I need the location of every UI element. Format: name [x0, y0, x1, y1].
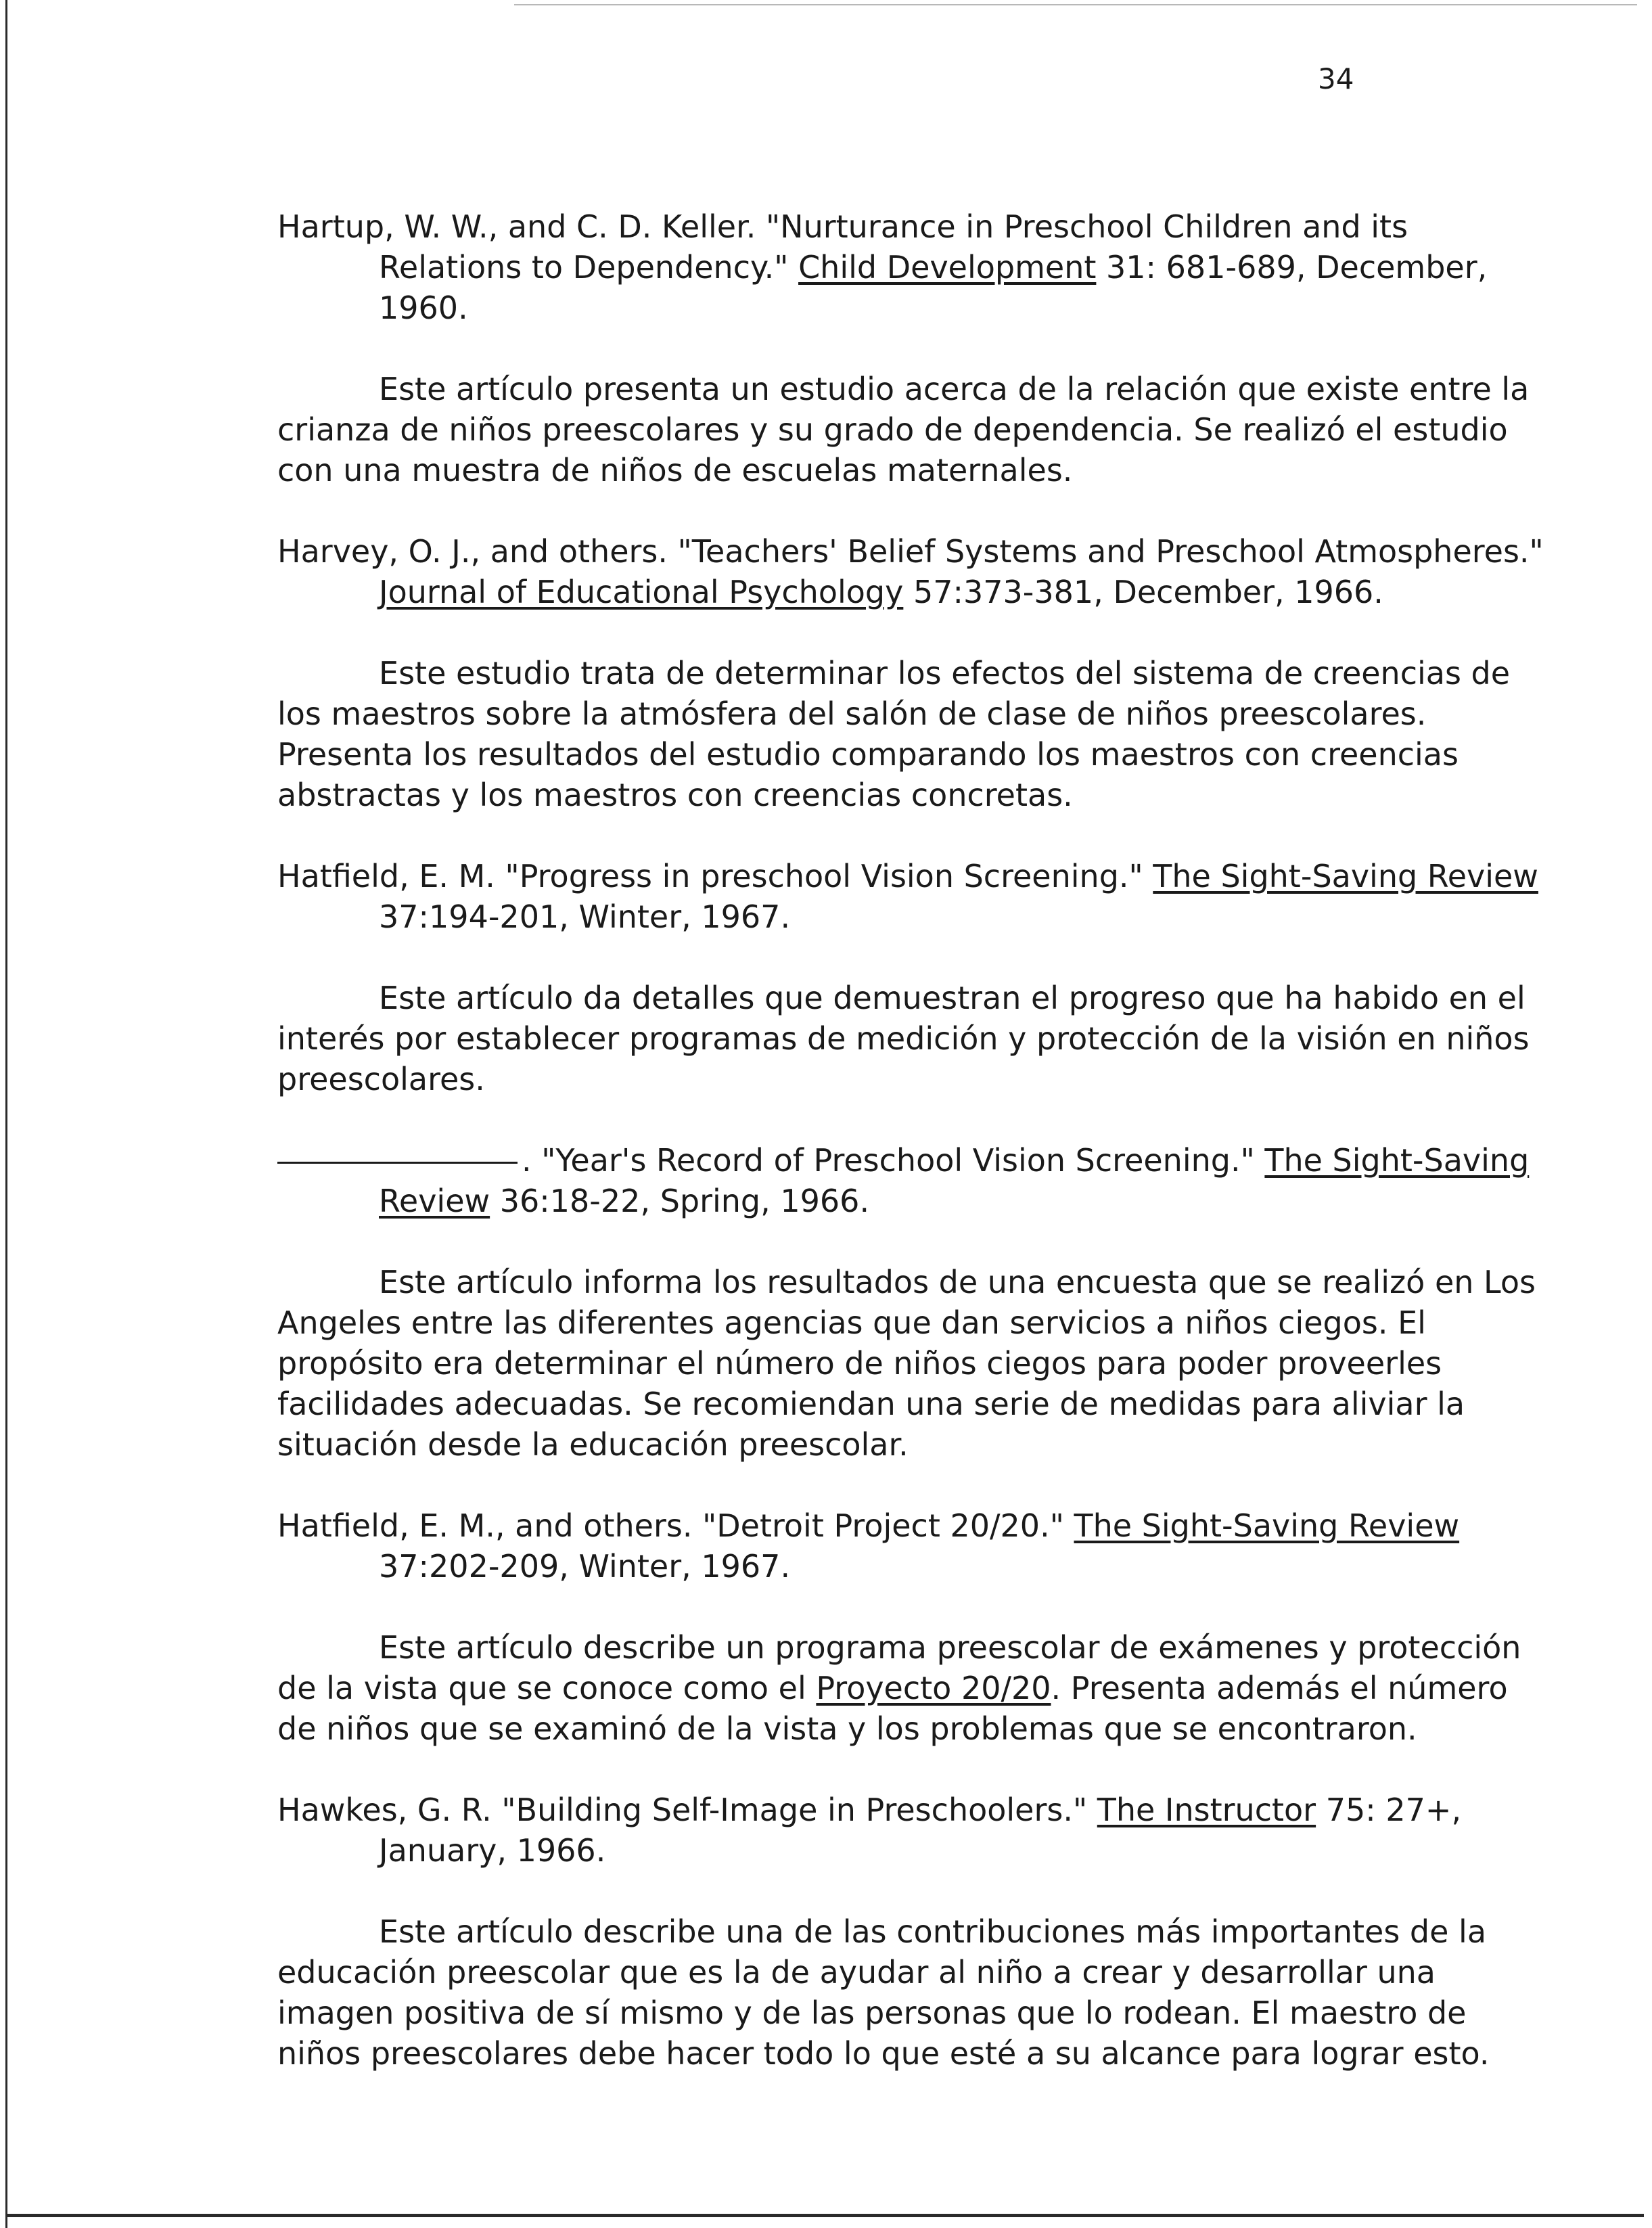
bibliography	[277, 206, 1556, 2114]
citation-hatfield-record: . "Year's Record of Preschool Vision Screening." The Sight-Saving Review 36:18-22, Spring, 1966.	[277, 1140, 1556, 1221]
journal-title: Journal of Educational Psychology	[379, 574, 904, 610]
bottom-edge-rule	[7, 2214, 1644, 2217]
annotation-hawkes: Este artículo describe una de las contribuciones más importantes de la educación preescolar que es la de ayudar al niño a crear y desarrollar una imagen positiva de sí mismo y de las personas que lo rodean. El maestro de niños preescolares debe hacer todo lo que esté a su alcance para lograr esto.	[277, 1913, 1490, 2072]
citation-hatfield-progress: Hatfield, E. M. "Progress in preschool Vision Screening." The Sight-Saving Review 37:194-201, Winter, 1967.	[277, 858, 1538, 935]
top-edge-rule	[514, 4, 1637, 5]
journal-title: The Sight-Saving Review	[379, 1142, 1530, 1219]
journal-title: The Sight-Saving Review	[1153, 858, 1538, 894]
page-number: 34	[1318, 62, 1354, 95]
journal-title: Child Development	[798, 249, 1097, 286]
left-edge-rule	[5, 0, 7, 2228]
citation-hatfield-detroit: Hatfield, E. M., and others. "Detroit Project 20/20." The Sight-Saving Review 37:202-209, Winter, 1967.	[277, 1507, 1460, 1585]
annotation-hatfield-record: Este artículo informa los resultados de una encuesta que se realizó en Los Angeles entre las diferentes agencias que dan servicios a niños ciegos. El propósito era determinar el número de niños ciegos para poder proveerles facilidades adecuadas. Se recomiendan una serie de medidas para aliviar la situación desde la educación preescolar.	[277, 1264, 1536, 1463]
journal-title: The Instructor	[1097, 1792, 1316, 1828]
annotation-hatfield-progress: Este artículo da detalles que demuestran el progreso que ha habido en el interés por establecer programas de medición y protección de la visión en niños preescolares.	[277, 980, 1530, 1097]
annotation-hatfield-detroit: Este artículo describe un programa preescolar de exámenes y protección de la vista que se conoce como el Proyecto 20/20. Presenta además el número de niños que se examinó de la vista y los problemas que se encontraron.	[277, 1629, 1521, 1747]
citation-harvey: Harvey, O. J., and others. "Teachers' Belief Systems and Preschool Atmospheres." Journal of Educational Psychology 57:373-381, December, 1966.	[277, 533, 1544, 610]
journal-title: The Sight-Saving Review	[1074, 1507, 1460, 1544]
annotation-harvey: Este estudio trata de determinar los efectos del sistema de creencias de los maestros sobre la atmósfera del salón de clase de niños preescolares. Presenta los resultados del estudio comparando los maestros con creencias abstractas y los maestros con creencias concretas.	[277, 655, 1511, 813]
annotation-hartup: Este artículo presenta un estudio acerca de la relación que existe entre la crianza de niños preescolares y su grado de dependencia. Se realizó el estudio con una muestra de niños de escuelas maternales.	[277, 371, 1530, 488]
citation-hawkes: Hawkes, G. R. "Building Self-Image in Preschoolers." The Instructor 75: 27+, January, 1966.	[277, 1792, 1462, 1869]
citation-hartup: Hartup, W. W., and C. D. Keller. "Nurturance in Preschool Children and its Relations to Dependency." Child Development 31: 681-689, December, 1960.	[277, 208, 1488, 326]
same-author-dash	[277, 1162, 518, 1164]
project-title: Proyecto 20/20	[816, 1670, 1051, 1706]
